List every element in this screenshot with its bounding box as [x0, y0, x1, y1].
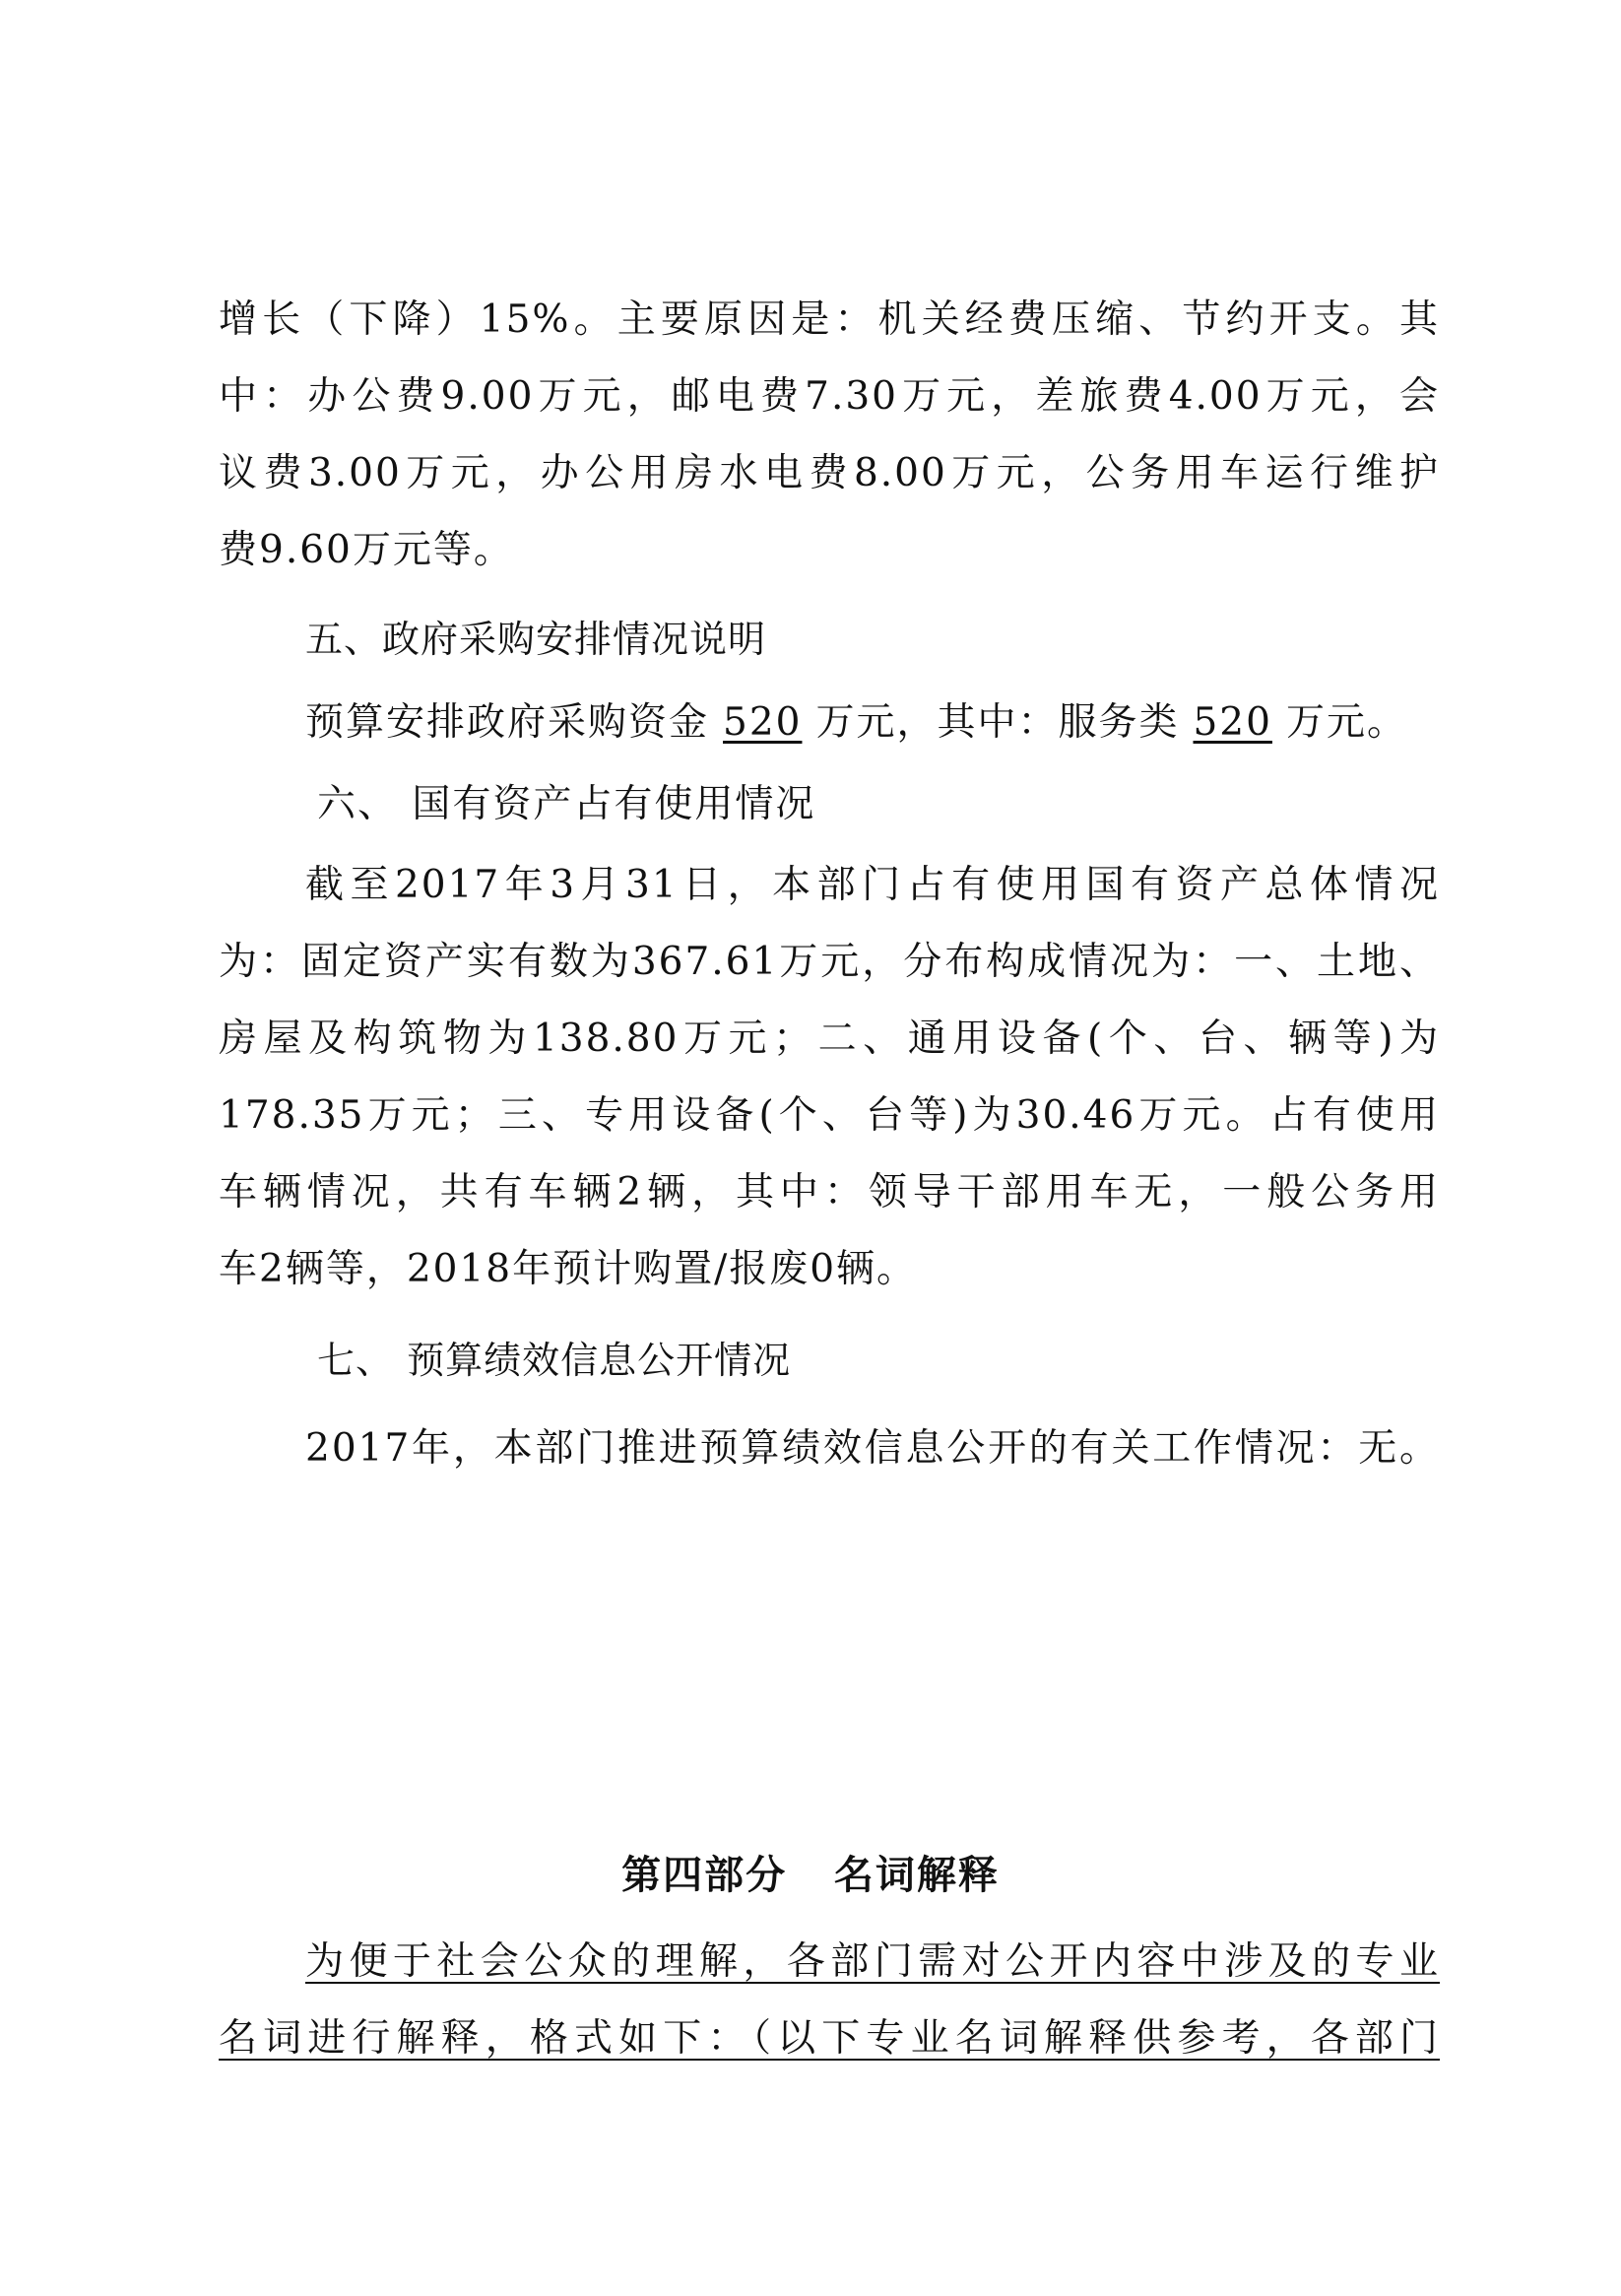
paragraph-line: 增长（下降）15%。主要原因是：机关经费压缩、节约开支。其: [219, 297, 1440, 342]
paragraph-line: 截至2017年3月31日，本部门占有使用国有资产总体情况: [305, 863, 1440, 907]
procurement-paragraph: [305, 698, 1440, 748]
paragraph-line: 为：固定资产实有数为367.61万元，分布构成情况为：一、土地、: [219, 940, 1440, 984]
section-heading-assets: 六、 国有资产占有使用情况: [317, 782, 816, 826]
procurement-total-amount: 520: [723, 700, 803, 745]
procurement-text: 预算安排政府采购资金: [305, 700, 710, 745]
procurement-text: 万元。: [1285, 700, 1407, 745]
paragraph-line: [305, 1937, 1440, 1987]
section-heading-procurement: 五、政府采购安排情况说明: [305, 618, 767, 661]
paragraph-line: 议费3.00万元，办公用房水电费8.00万元，公务用车运行维护: [219, 451, 1440, 495]
paragraph-line: [219, 2014, 1440, 2064]
underlined-text: 名词进行解释，格式如下：（以下专业名词解释供参考，各部门: [219, 2016, 1440, 2061]
paragraph-line: 2017年，本部门推进预算绩效信息公开的有关工作情况：无。: [305, 1426, 1440, 1471]
paragraph-line: 中：办公费9.00万元，邮电费7.30万元，差旅费4.00万元，会: [219, 374, 1440, 419]
paragraph-line: 房屋及构筑物为138.80万元；二、通用设备(个、台、辆等)为: [219, 1017, 1440, 1061]
paragraph-line: 178.35万元；三、专用设备(个、台等)为30.46万元。占有使用: [219, 1093, 1440, 1138]
paragraph-line: 车辆情况，共有车辆2辆，其中：领导干部用车无，一般公务用: [219, 1170, 1440, 1214]
procurement-service-amount: 520: [1193, 700, 1272, 745]
procurement-text: 万元，其中：服务类: [815, 700, 1180, 745]
part-title: 第四部分 名词解释: [621, 1853, 1000, 1898]
paragraph-line: 车2辆等，2018年预计购置/报废0辆。: [219, 1247, 918, 1291]
paragraph-line: 费9.60万元等。: [219, 528, 514, 572]
section-heading-performance: 七、 预算绩效信息公开情况: [317, 1339, 792, 1382]
underlined-text: 为便于社会公众的理解，各部门需对公开内容中涉及的专业: [305, 1939, 1440, 1984]
